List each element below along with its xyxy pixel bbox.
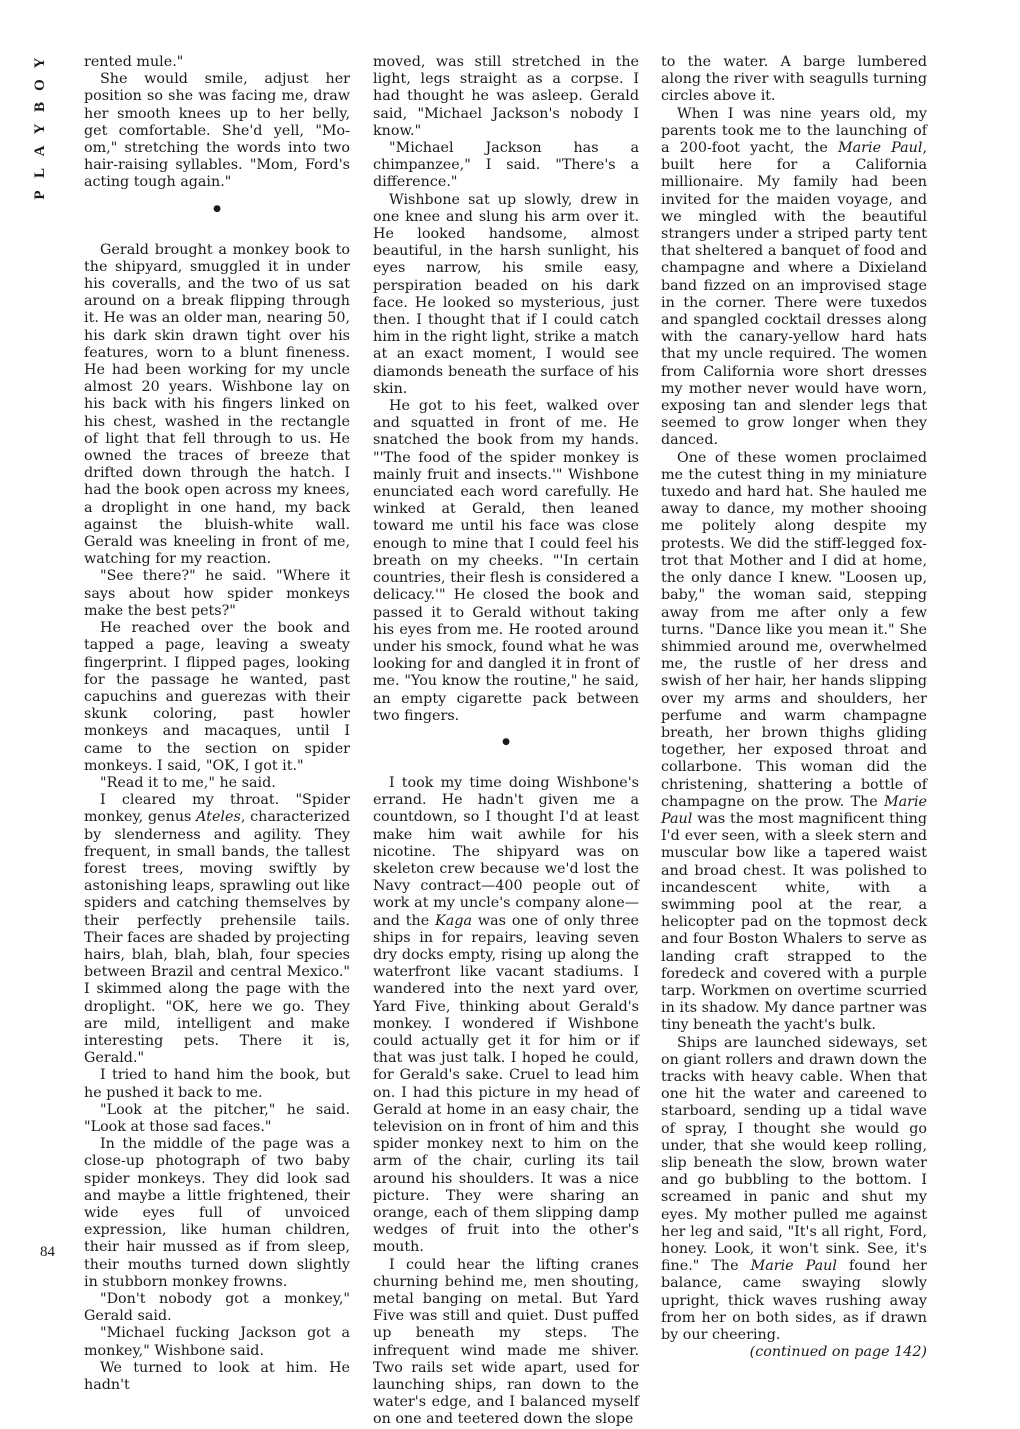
sidebar-letter: A xyxy=(32,145,48,157)
paragraph: I tried to hand him the book, but he pushed it back to me. xyxy=(84,1067,350,1101)
paragraph: rented mule." xyxy=(84,54,184,70)
section-break-dot xyxy=(373,733,639,749)
text-column-3 xyxy=(661,54,927,1361)
page-number: 84 xyxy=(40,1244,55,1260)
paragraph: to the water. A barge lumbered along the river with seagulls turning circles above it. xyxy=(661,54,927,105)
text-column-1 xyxy=(84,54,350,1394)
paragraph: "See there?" he said. "Where it says about how spider monkeys make the best pets?" xyxy=(84,568,350,619)
continued-note: (continued on page 142) xyxy=(749,1344,927,1361)
paragraph: "Don't nobody got a monkey," Gerald said. xyxy=(84,1291,350,1325)
paragraph: He reached over the book and tapped a page, leaving a sweaty fingerprint. I flipped pages, looking for the passage he wanted, past capuchins and guerezas with their skunk coloring, past howler monkeys and macaques, until I came to the section on spider monkeys. I said, "OK, I got it." xyxy=(84,620,350,774)
sidebar-letter: Y xyxy=(32,57,48,69)
sidebar-letter: O xyxy=(32,79,48,91)
paragraph: In the middle of the page was a close-up photograph of two baby spider monkeys. They did look sad and maybe a little frightened, their wide eyes full of unvoiced expression, like human children, their hair mussed as if from sleep, their mouths turned down slightly in stubborn monkey frowns. xyxy=(84,1136,350,1290)
sidebar-letter: B xyxy=(32,102,48,113)
paragraph: "Read it to me," he said. xyxy=(100,774,276,791)
paragraph: She would smile, adjust her position so she was facing me, draw her smooth knees up to her belly, get comfortable. She'd yell, "Mo-om," stretching the words into two hair-raising syllables. "Mom, Ford's acting tough again." xyxy=(84,71,350,191)
text-column-2 xyxy=(373,54,639,1429)
paragraph: Gerald brought a monkey book to the shipyard, smuggled it in under his coveralls, and the two of us sat around on a break flipping through it. He was an older man, nearing 50, his dark skin drawn tight over his features, worn to a blunt fineness. He had been working for my uncle almost 20 years. Wishbone lay on his back with his fingers linked on his chest, washed in the rectangle of light that fell through to us. He owned the traces of breeze that drifted down through the hatch. I had the book open across my knees, a droplight in one hand, my back against the bluish-white wall. Gerald was kneeling in front of me, watching for my reaction. xyxy=(84,241,350,568)
paragraph: "Michael fucking Jackson got a monkey," Wishbone said. xyxy=(84,1325,350,1359)
paragraph: When I was nine years old, my parents took me to the launching of a 200-foot yacht, the Marie Paul, built here for a California millionaire. My family had been invited for the maiden voyage, and we mingled with the beautiful strangers under a striped party tent that sheltered a banquet of food and champagne and where a Dixieland band fizzed on an improvised stage in the corner. There were tuxedos and spangled cocktail dresses along with the canary-yellow hard hats that my uncle required. The women from California wore short dresses my mother never would have worn, exposing tan and slender legs that seemed to grow longer when they danced. xyxy=(661,105,928,449)
sidebar-letter: L xyxy=(32,168,48,179)
section-break-dot xyxy=(84,200,350,216)
paragraph: "Look at the pitcher," he said. "Look at those sad faces." xyxy=(84,1101,350,1135)
paragraph: He got to his feet, walked over and squatted in front of me. He snatched the book from my hands. "'The food of the spider monkey is mainly fruit and insects.'" Wishbone enunciated each word carefully. He winked at Gerald, then leaned toward me until his face was close enough to mine that I could feel his breath on my cheeks. "'In certain countries, their flesh is considered a delicacy.'" He closed the book and passed it to Gerald without taking his eyes from me. He rooted around under his smock, found what he was looking for and dangled it in front of me. "You know the routine," he said, an empty cigarette pack between two fingers. xyxy=(373,398,639,724)
paragraph: I could hear the lifting cranes churning behind me, men shouting, metal banging on metal. But Yard Five was still and quiet. Dust puffed up beneath my steps. The infrequent wind made me shiver. Two rails set wide apart, used for launching ships, ran down to the water's edge, and I balanced myself on one and teetered down the slope xyxy=(373,1256,639,1428)
sidebar-letter: Y xyxy=(32,123,48,135)
paragraph: One of these women proclaimed me the cutest thing in my miniature tuxedo and hard hat. She hauled me away to dance, my mother shooing me politely along despite my protests. We did the stiff-legged fox-trot that Mother and I did at home, the only dance I knew. "Loosen up, baby," the woman said, stepping away from me after only a few turns. "Dance like you mean it." She shimmied around me, overwhelmed me, the rustle of her dress and swish of her hair, her hands slipping over my arms and shoulders, her perfume and warm champagne breath, her brown thighs gliding together, her exposed throat and collarbone. This woman did the christening, shattering a bottle of champagne on the prow. The Marie Paul was the most magnificent thing I'd ever seen, with a sleek stern and muscular bow like a tapered waist and broad chest. It was polished to incandescent white, with a swimming pool at the rear, a helicopter pad on the topmost deck and four Boston Whalers to serve as landing craft strapped to the foredeck and covered with a purple tarp. Workmen on overtime scurried in its shadow. My dance partner was tiny beneath the yacht's bulk. xyxy=(661,449,927,1034)
paragraph: Ships are launched sideways, set on giant rollers and drawn down the tracks with heavy cable. When that one hit the water and careened to starboard, sending up a tidal wave of spray, I thought she would go under, that she would keep rolling, slip beneath the slow, brown water and go bubbling to the bottom. I screamed in panic and shut my eyes. My mother pulled me against her leg and said, "It's all right, Ford, honey. Look, it won't sink. See, it's fine." The Marie Paul found her balance, came swaying slowly upright, thick waves rushing away from her on both sides, as if drawn by our cheering. xyxy=(661,1034,928,1344)
magazine-name-vertical xyxy=(30,52,50,212)
paragraph: Wishbone sat up slowly, drew in one knee and slung his arm over it. He looked handsome, almost beautiful, in the harsh sunlight, his eyes narrow, his smile easy, perspiration beaded on his dark face. He looked so mysterious, just then. I thought that if I could catch him in the right light, strike a match at an exact moment, I would see diamonds beneath the surface of his skin. xyxy=(373,191,639,397)
paragraph: "Michael Jackson has a chimpanzee," I said. "There's a difference." xyxy=(373,140,639,191)
paragraph: moved, was still stretched in the light, legs straight as a corpse. I had thought he was asleep. Gerald said, "Michael Jackson's nobody I know." xyxy=(373,54,639,139)
paragraph: I cleared my throat. "Spider monkey, genus Ateles, characterized by slenderness and agility. They frequent, in small bands, the tallest forest trees, moving swiftly by astonishing leaps, sprawling out like spiders and catching themselves by their perfectly prehensile tails. Their faces are shaded by projecting hairs, blah, blah, blah, four species between Brazil and central Mexico." I skimmed along the page with the droplight. "OK, here we go. They are mild, intelligent and make interesting pets. There it is, Gerald." xyxy=(84,792,351,1067)
paragraph: We turned to look at him. He hadn't xyxy=(84,1359,350,1394)
sidebar-letter: P xyxy=(32,190,48,200)
paragraph: I took my time doing Wishbone's errand. He hadn't given me a countdown, so I thought I'd at least make him wait awhile for his nicotine. The shipyard was on skeleton crew because we'd lost the Navy contract—400 people out of work at my uncle's company alone—and the Kaga was one of only three ships in for repairs, leaving seven dry docks empty, rising up along the waterfront like vacant stadiums. I wandered into the next yard over, Yard Five, thinking about Gerald's monkey. I wondered if Wishbone could actually get it for him or if that was just talk. I hoped he could, for Gerald's sake. Cruel to lead him on. I had this picture in my head of Gerald at home in an easy chair, the television on in front of him and this spider monkey next to him on the arm of the chair, curling its tail around his shoulders. It was a nice picture. They were sharing an orange, each of them slipping damp wedges of fruit into the other's mouth. xyxy=(373,774,640,1256)
